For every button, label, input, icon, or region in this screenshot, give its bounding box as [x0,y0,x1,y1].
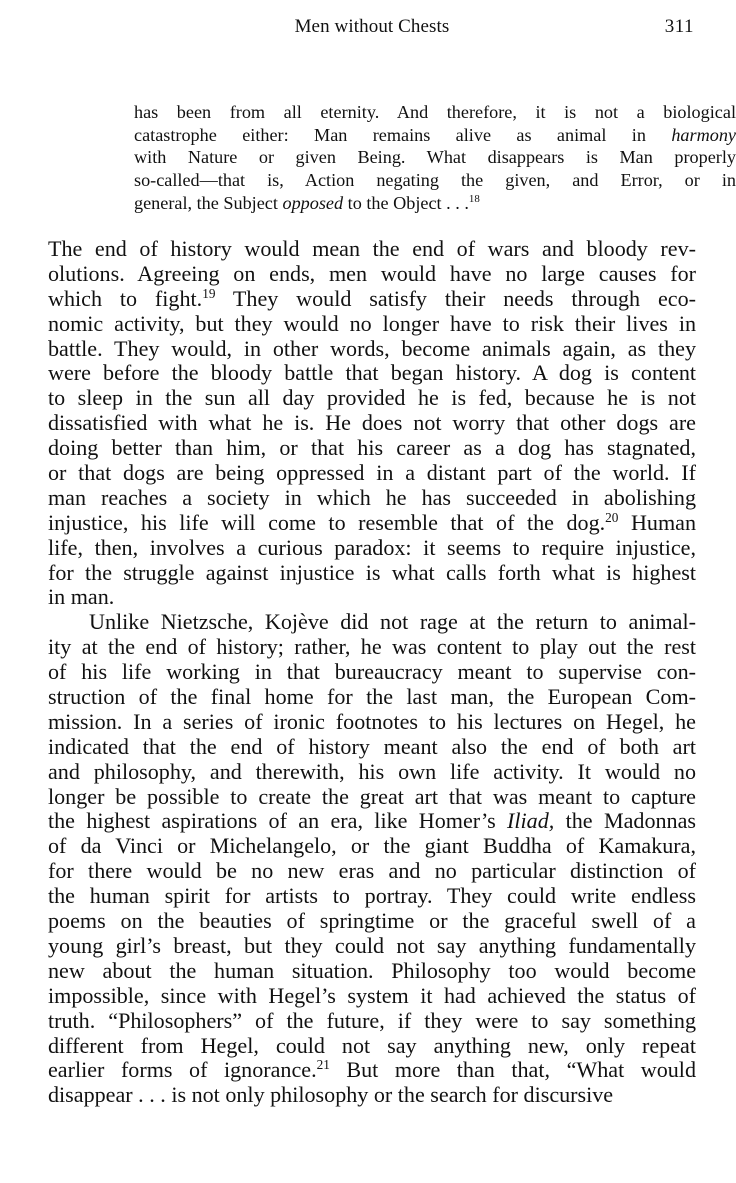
text-line [48,809,696,834]
text-line [48,984,696,1009]
text-line [48,337,696,362]
text-run: impossible, since with Hegel’s system it had achieved the status of [48,982,696,1008]
text-run: or that dogs are being oppressed in a distant part of the world. If [48,460,696,486]
text-run: poems on the beauties of springtime or the graceful swell of a [48,908,696,934]
text-line [48,361,696,386]
text-line [48,1058,696,1083]
text-line [48,1034,696,1059]
text-line [134,101,736,124]
text-line [48,884,696,909]
text-run: The end of history would mean the end of wars and bloody rev- [48,236,696,261]
text-run: the human spirit for artists to portray. They could write endless [48,883,696,909]
text-run: injustice, his life will come to resemble that of the dog. [48,509,606,535]
italic-text: Iliad, [507,808,555,834]
paragraph [48,237,696,610]
text-line [48,411,696,436]
text-line [48,934,696,959]
text-run: to sleep in the sun all day provided he is fed, because he is not [48,385,696,411]
body-text [48,237,696,1108]
footnote-reference: 21 [316,1057,330,1073]
text-run: new about the human situation. Philosophy too would become [48,957,696,983]
text-line [48,561,696,586]
text-run: and philosophy, and therewith, his own life activity. It would no [48,758,696,784]
text-run: in man. [48,584,115,610]
text-run: dissatisfied with what he is. He does not worry that other dogs are [48,410,696,436]
text-run: the highest aspirations of an era, like Homer’s [48,808,508,834]
text-run: doing better than him, or that his career as a dog has stagnated, [48,435,696,461]
text-run: indicated that the end of history meant also the end of both art [48,733,696,759]
text-run: general, the Subject [134,192,283,213]
text-run: of his life working in that bureaucracy meant to supervise con- [48,659,696,685]
text-line [48,436,696,461]
text-run: for there would be no new eras and no particular distinction of [48,858,696,884]
text-line [134,169,736,192]
text-line [48,710,696,735]
text-run: so-called—that is, Action negating the given, and Error, or in [134,169,736,190]
text-line [48,610,696,635]
text-run: Unlike Nietzsche, Kojève did not rage at the return to animal- [89,609,696,635]
page-number: 311 [664,16,694,37]
text-run: ity at the end of history; rather, he was content to play out the rest [48,634,696,660]
text-line [48,909,696,934]
text-run: the Madonnas [554,808,696,834]
text-line [48,461,696,486]
text-line [134,192,736,215]
text-line [48,287,696,312]
running-head [48,13,696,41]
footnote-reference: 19 [202,285,216,301]
footnote-reference: 20 [605,509,619,525]
italic-text: opposed [282,192,344,213]
text-line [48,585,696,610]
chapter-title: Men without Chests [294,16,450,37]
text-line [48,486,696,511]
italic-text: harmony [671,124,736,145]
text-run: life, then, involves a curious paradox: it seems to require injustice, [48,534,696,560]
text-line [134,146,736,169]
text-run: different from Hegel, could not say anything new, only repeat [48,1032,696,1058]
paragraph [48,610,696,1108]
text-run: struction of the final home for the last man, the European Com- [48,684,696,710]
text-run: But more than that, “What would [329,1057,696,1083]
text-line [48,1083,696,1108]
text-line [48,635,696,660]
text-line [48,536,696,561]
text-line [48,785,696,810]
text-run: young girl’s breast, but they could not say anything fundamentally [48,932,696,958]
text-line [48,237,696,262]
text-run: longer be possible to create the great art that was meant to capture [48,783,696,809]
text-line [48,959,696,984]
text-line [48,834,696,859]
text-line [48,859,696,884]
text-line [48,312,696,337]
text-run: nomic activity, but they would no longer have to risk their lives in [48,310,696,336]
text-run: has been from all eternity. And therefore, it is not a biological [134,102,736,123]
text-line [48,511,696,536]
text-run: mission. In a series of ironic footnotes to his lectures on Hegel, he [48,708,696,734]
text-line [48,685,696,710]
text-run: catastrophe either: Man remains alive as animal in [134,124,672,145]
text-run: of da Vinci or Michelangelo, or the giant Buddha of Kamakura, [48,833,696,859]
text-run: with Nature or given Being. What disappears is Man properly [134,147,736,168]
text-run: battle. They would, in other words, become animals again, as they [48,335,696,361]
text-run: olutions. Agreeing on ends, men would have no large causes for [48,260,696,286]
text-run: Human [618,509,696,535]
text-run: man reaches a society in which he has succeeded in abolishing [48,484,696,510]
text-line [48,735,696,760]
text-run: disappear . . . is not only philosophy or the search for discursive [48,1082,614,1108]
book-page [48,0,736,1183]
block-quote [134,101,736,214]
text-run: which to fight. [48,285,203,311]
text-run: were before the bloody battle that began history. A dog is content [48,360,696,386]
text-line [48,386,696,411]
text-run: They would satisfy their needs through eco- [215,285,696,311]
text-line [48,1009,696,1034]
text-run: to the Object . . . [343,192,469,213]
text-run: earlier forms of ignorance. [48,1057,317,1083]
text-line [48,262,696,287]
text-line [48,760,696,785]
text-run: for the struggle against injustice is what calls forth what is highest [48,559,696,585]
text-line [48,660,696,685]
text-run: truth. “Philosophers” of the future, if they were to say something [48,1007,696,1033]
footnote-reference: 18 [468,192,480,205]
text-line [134,124,736,147]
